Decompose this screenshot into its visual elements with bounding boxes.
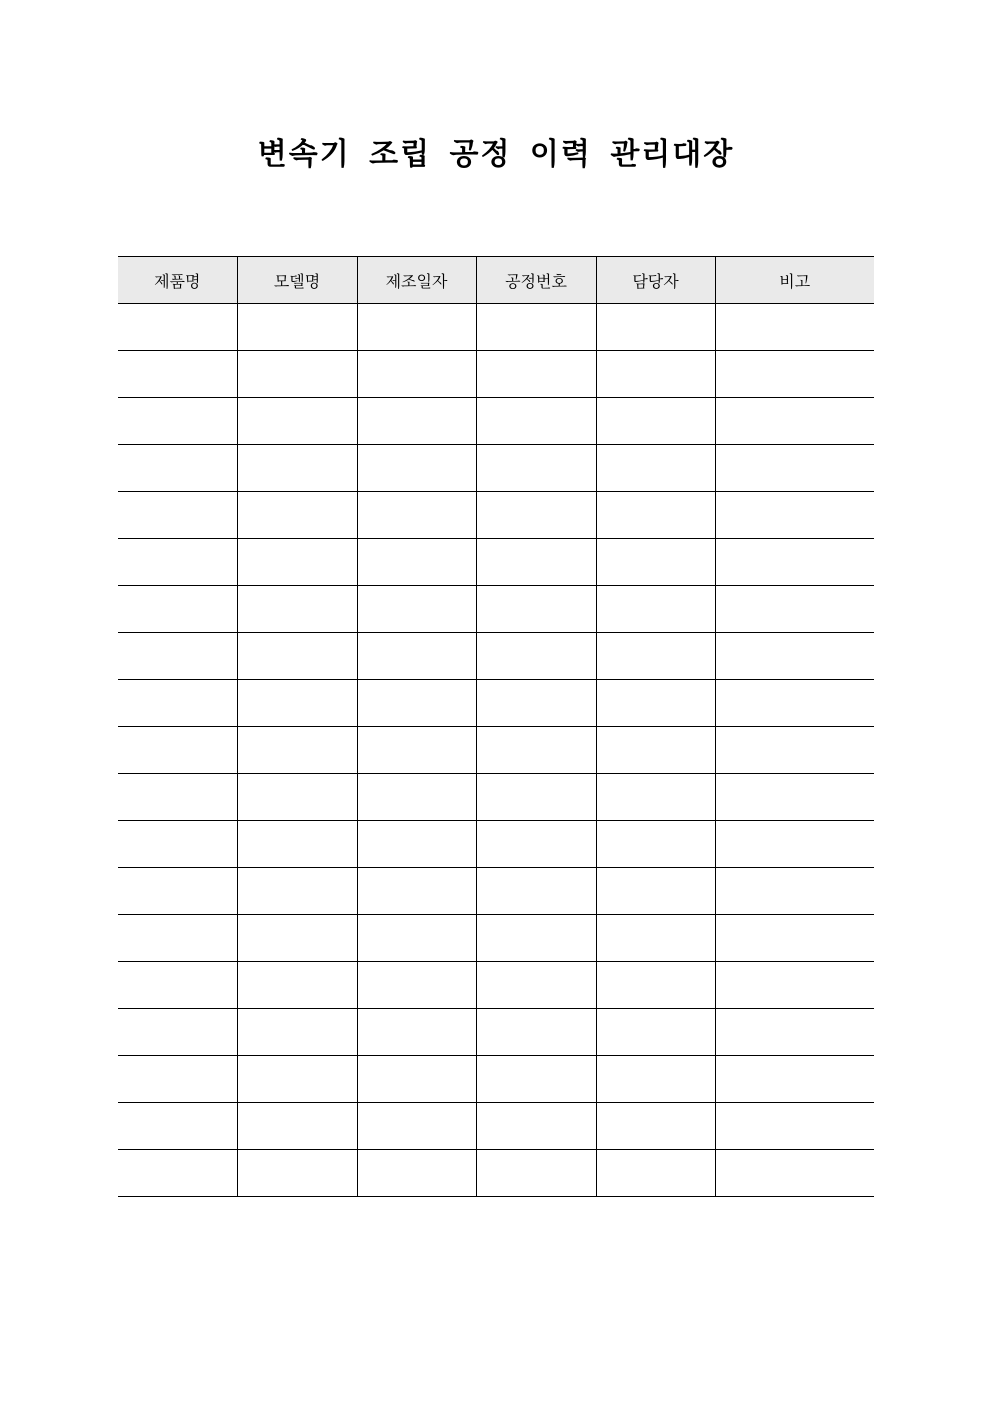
table-cell[interactable] <box>715 727 874 774</box>
table-cell[interactable] <box>237 962 357 1009</box>
table-cell[interactable] <box>596 304 715 351</box>
table-cell[interactable] <box>118 680 237 727</box>
table-row <box>118 821 874 868</box>
table-cell[interactable] <box>596 398 715 445</box>
table-row <box>118 962 874 1009</box>
table-cell[interactable] <box>357 727 476 774</box>
table-row <box>118 492 874 539</box>
table-cell[interactable] <box>237 1056 357 1103</box>
table-cell[interactable] <box>237 492 357 539</box>
table-cell[interactable] <box>596 586 715 633</box>
table-cell[interactable] <box>118 492 237 539</box>
table-cell[interactable] <box>476 1009 596 1056</box>
table-cell[interactable] <box>357 680 476 727</box>
table-cell[interactable] <box>237 1009 357 1056</box>
table-cell[interactable] <box>237 1150 357 1197</box>
table-cell[interactable] <box>596 1009 715 1056</box>
table-cell[interactable] <box>357 1056 476 1103</box>
table-cell[interactable] <box>596 868 715 915</box>
table-cell[interactable] <box>715 586 874 633</box>
table-row <box>118 586 874 633</box>
table-cell[interactable] <box>596 1056 715 1103</box>
table-cell[interactable] <box>715 774 874 821</box>
table-cell[interactable] <box>357 1103 476 1150</box>
table-cell[interactable] <box>715 1009 874 1056</box>
table-cell[interactable] <box>237 539 357 586</box>
table-cell[interactable] <box>357 304 476 351</box>
table-cell[interactable] <box>715 304 874 351</box>
table-row <box>118 1056 874 1103</box>
table-cell[interactable] <box>118 915 237 962</box>
table-cell[interactable] <box>237 398 357 445</box>
table-cell[interactable] <box>715 1150 874 1197</box>
table-cell[interactable] <box>118 774 237 821</box>
table-cell[interactable] <box>357 586 476 633</box>
table-cell[interactable] <box>357 1150 476 1197</box>
header-model-name: 모델명 <box>237 257 357 304</box>
table-cell[interactable] <box>596 821 715 868</box>
table-cell[interactable] <box>715 492 874 539</box>
table-cell[interactable] <box>476 774 596 821</box>
table-cell[interactable] <box>357 398 476 445</box>
table-cell[interactable] <box>715 445 874 492</box>
table-cell[interactable] <box>118 586 237 633</box>
table-cell[interactable] <box>476 492 596 539</box>
table-row <box>118 727 874 774</box>
table-cell[interactable] <box>237 445 357 492</box>
header-person-in-charge: 담당자 <box>596 257 715 304</box>
table-cell[interactable] <box>118 1009 237 1056</box>
table-cell[interactable] <box>476 586 596 633</box>
table-cell[interactable] <box>715 351 874 398</box>
table-cell[interactable] <box>357 351 476 398</box>
table-cell[interactable] <box>476 680 596 727</box>
table-cell[interactable] <box>118 727 237 774</box>
table-cell[interactable] <box>118 398 237 445</box>
table-cell[interactable] <box>476 398 596 445</box>
table-cell[interactable] <box>715 1056 874 1103</box>
table-row <box>118 445 874 492</box>
table-cell[interactable] <box>596 633 715 680</box>
table-cell[interactable] <box>715 633 874 680</box>
header-remarks: 비고 <box>715 257 874 304</box>
table-cell[interactable] <box>357 633 476 680</box>
table-row <box>118 351 874 398</box>
table-cell[interactable] <box>237 821 357 868</box>
table-cell[interactable] <box>596 1103 715 1150</box>
table-cell[interactable] <box>715 680 874 727</box>
table-cell[interactable] <box>237 351 357 398</box>
table-cell[interactable] <box>357 445 476 492</box>
table-cell[interactable] <box>357 774 476 821</box>
table-cell[interactable] <box>715 398 874 445</box>
table-cell[interactable] <box>118 1103 237 1150</box>
table-cell[interactable] <box>118 304 237 351</box>
table-cell[interactable] <box>476 1150 596 1197</box>
table-cell[interactable] <box>596 915 715 962</box>
table-cell[interactable] <box>237 680 357 727</box>
page-title: 변속기 조립 공정 이력 관리대장 <box>257 137 735 172</box>
table-row <box>118 915 874 962</box>
header-manufacture-date: 제조일자 <box>357 257 476 304</box>
table-cell[interactable] <box>476 868 596 915</box>
header-row <box>118 257 874 304</box>
table-cell[interactable] <box>237 304 357 351</box>
header-process-number: 공정번호 <box>476 257 596 304</box>
table-row <box>118 398 874 445</box>
table-cell[interactable] <box>118 1056 237 1103</box>
table-cell[interactable] <box>476 351 596 398</box>
table-row <box>118 1150 874 1197</box>
table-row <box>118 774 874 821</box>
table-cell[interactable] <box>715 539 874 586</box>
ledger-body <box>118 304 874 1197</box>
table-cell[interactable] <box>476 445 596 492</box>
table-cell[interactable] <box>357 962 476 1009</box>
table-cell[interactable] <box>715 962 874 1009</box>
table-row <box>118 1009 874 1056</box>
table-cell[interactable] <box>118 351 237 398</box>
table-cell[interactable] <box>118 445 237 492</box>
table-row <box>118 868 874 915</box>
table-cell[interactable] <box>476 915 596 962</box>
table-cell[interactable] <box>476 633 596 680</box>
table-cell[interactable] <box>118 633 237 680</box>
header-product-name: 제품명 <box>118 257 237 304</box>
table-cell[interactable] <box>237 868 357 915</box>
table-cell[interactable] <box>118 962 237 1009</box>
table-cell[interactable] <box>476 1056 596 1103</box>
table-cell[interactable] <box>596 1150 715 1197</box>
table-row <box>118 633 874 680</box>
ledger-table <box>118 256 874 1197</box>
table-cell[interactable] <box>476 539 596 586</box>
table-cell[interactable] <box>237 727 357 774</box>
table-cell[interactable] <box>476 304 596 351</box>
table-cell[interactable] <box>596 539 715 586</box>
table-cell[interactable] <box>237 915 357 962</box>
table-cell[interactable] <box>715 821 874 868</box>
table-cell[interactable] <box>357 821 476 868</box>
table-cell[interactable] <box>237 774 357 821</box>
table-cell[interactable] <box>596 962 715 1009</box>
table-cell[interactable] <box>357 915 476 962</box>
table-cell[interactable] <box>715 915 874 962</box>
table-cell[interactable] <box>596 445 715 492</box>
table-cell[interactable] <box>476 727 596 774</box>
table-cell[interactable] <box>476 1103 596 1150</box>
table-cell[interactable] <box>596 492 715 539</box>
table-cell[interactable] <box>476 962 596 1009</box>
table-cell[interactable] <box>357 492 476 539</box>
table-cell[interactable] <box>118 821 237 868</box>
table-cell[interactable] <box>596 680 715 727</box>
table-cell[interactable] <box>715 868 874 915</box>
table-cell[interactable] <box>237 586 357 633</box>
table-cell[interactable] <box>118 539 237 586</box>
table-cell[interactable] <box>237 633 357 680</box>
table-cell[interactable] <box>357 1009 476 1056</box>
table-row <box>118 304 874 351</box>
table-cell[interactable] <box>596 727 715 774</box>
table-cell[interactable] <box>596 774 715 821</box>
table-cell[interactable] <box>118 1150 237 1197</box>
table-cell[interactable] <box>476 821 596 868</box>
table-row <box>118 680 874 727</box>
table-cell[interactable] <box>357 539 476 586</box>
table-cell[interactable] <box>596 351 715 398</box>
table-cell[interactable] <box>118 868 237 915</box>
table-row <box>118 539 874 586</box>
table-cell[interactable] <box>715 1103 874 1150</box>
table-row <box>118 1103 874 1150</box>
table-cell[interactable] <box>237 1103 357 1150</box>
table-cell[interactable] <box>357 868 476 915</box>
